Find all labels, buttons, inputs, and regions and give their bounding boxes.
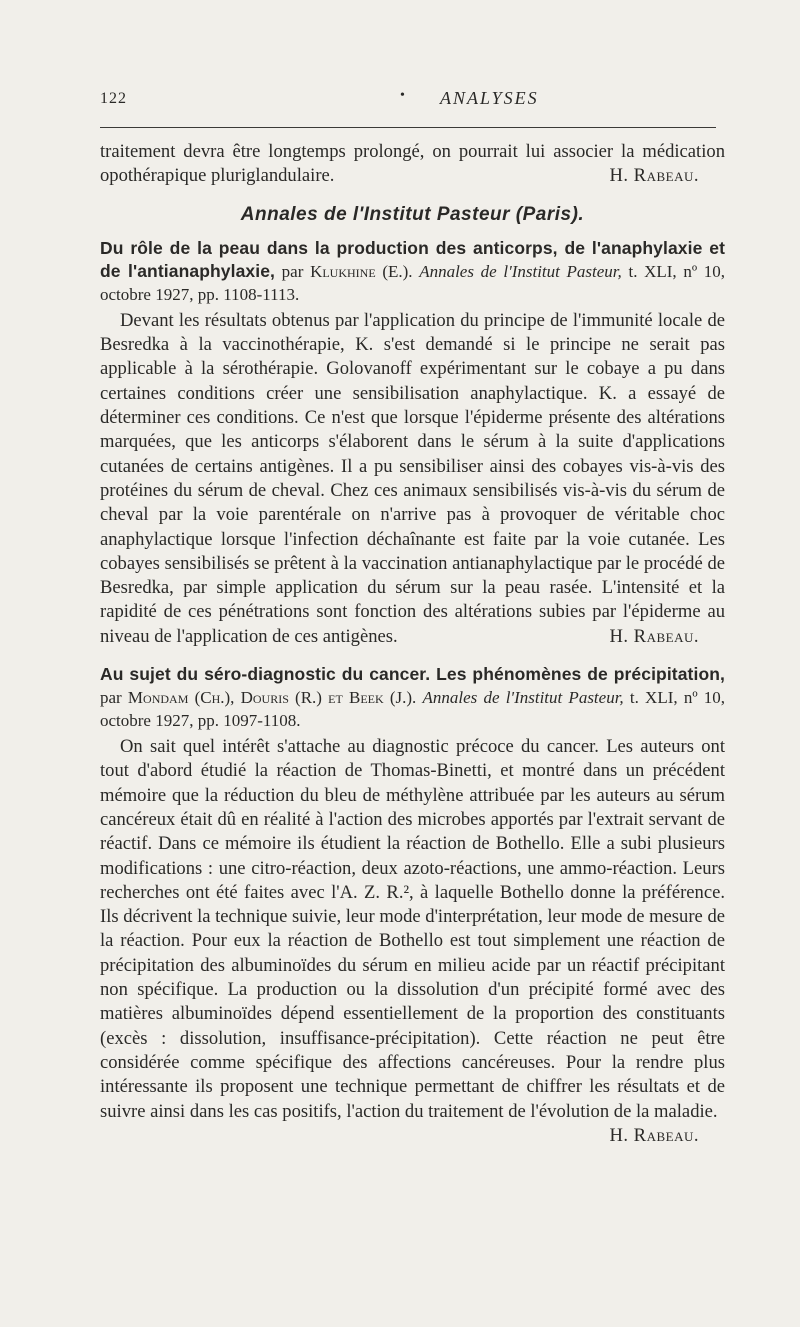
continuation-signature: H. Rabeau.: [609, 165, 699, 187]
article-2-signature: H. Rabeau.: [609, 1124, 699, 1146]
header-rule: [100, 127, 716, 128]
article-1-reference: [100, 237, 725, 306]
article-1: [100, 237, 725, 649]
article-1-body: [100, 309, 725, 649]
continuation-text: traitement devra être longtemps prolongé, on pourrait lui associer la médication opothérapique pluriglandulaire.: [100, 141, 725, 187]
article-1-body-text: Devant les résultats obtenus par l'application du principe de l'immunité locale de Besredka à la vaccinothérapie, K. s'est demandé si le principe ne serait pas applicable à la sérothérapie. Golovanoff expérimentant sur le cobaye a pu dans certaines conditions créer une sensibilisation anaphylactique. K. a essayé de déterminer ces conditions. Ce n'est que lorsque l'épiderme présente des altérations marquées, que les anticorps s'élaborent dans le sérum à la suite d'applications cutanées de certains antigènes. Il a pu sensibiliser ainsi des cobayes vis-à-vis des protéines du sérum de cheval. Chez ces animaux sensibilisés vis-à-vis du sérum de cheval par la voie parentérale on n'arrive pas à provoquer de véritable choc anaphylactique lorsque l'infection déchaînante est faite par la voie cutanée. Les cobayes sensibilisés se prêtent à la vaccination antianaphylactique par le procédé de Besredka, par simple application du sérum sur la peau rasée. L'intensité et la rapidité de ces pénétrations sont fonction des altérations subies par l'épiderme au niveau de l'application de ces antigènes.: [100, 309, 725, 647]
page-number: 122: [100, 90, 127, 107]
article-1-authors: Klukhine (E.).: [310, 261, 413, 281]
article-2: [100, 663, 725, 1148]
article-1-signature: H. Rabeau.: [609, 625, 699, 647]
page-body: [100, 140, 725, 1148]
journal-heading: Annales de l'Institut Pasteur (Paris).: [240, 203, 585, 225]
article-2-title: Au sujet du séro-diagnostic du cancer. Les phénomènes de précipitation,: [100, 664, 725, 685]
running-head: [100, 88, 716, 114]
article-2-body-text: On sait quel intérêt s'attache au diagnostic précoce du cancer. Les auteurs ont tout d'abord étudié la réaction de Thomas-Binetti, et montré dans un précédent mémoire que la réduction du bleu de méthylène attribuée par les auteurs au sérum cancéreux était dû en réalité à l'action des microbes apportés par l'extrait servant de réactif. Dans ce mémoire ils étudient la réaction de Bothello. Elle a subi plusieurs modifications : une citro-réaction, deux azoto-réactions, une ammo-réaction. Leurs recherches ont été faites avec l'A. Z. R.², à laquelle Bothello donne la préférence. Ils décrivent la technique suivie, leur mode d'interprétation, leur mode de mesure de la réaction. Pour eux la réaction de Bothello est tout simplement une réaction de précipitation des albuminoïdes du sérum en milieu acide par un réactif précipitant non spécifique. La production ou la dissolution d'un précipité formé avec des matières albuminoïdes dépend essentiellement de la proportion des constituants (excès : dissolution, insuffisance-précipitation). Cette réaction ne peut être considérée comme spécifique des affections cancéreuses. Pour la rendre plus intéressante ils proposent une technique permettant de chiffrer les résultats et de suivre ainsi dans les cas positifs, l'action du traitement de l'évolution de la maladie.: [100, 736, 725, 1122]
article-2-reference: [100, 663, 725, 732]
article-2-by: par: [100, 688, 122, 708]
article-1-citation: t. XLI, nº 10, octobre 1927, pp. 1108-1113.: [100, 261, 726, 304]
article-1-title: Du rôle de la peau dans la production des anticorps, de l'anaphylaxie et de l'antianaphylaxie,: [100, 237, 725, 281]
article-2-citation: t. XLI, nº 10, octobre 1927, pp. 1097-1108.: [100, 688, 726, 731]
header-ornament: •: [400, 88, 405, 103]
article-1-by: par: [281, 261, 304, 281]
article-2-journal: Annales de l'Institut Pasteur,: [422, 688, 624, 708]
article-1-journal: Annales de l'Institut Pasteur,: [419, 261, 622, 281]
article-2-authors: Mondam (Ch.), Douris (R.) et Beek (J.).: [127, 688, 417, 708]
section-title: ANALYSES: [440, 88, 539, 108]
article-2-body: [100, 735, 725, 1146]
continuation-paragraph: [100, 140, 725, 189]
